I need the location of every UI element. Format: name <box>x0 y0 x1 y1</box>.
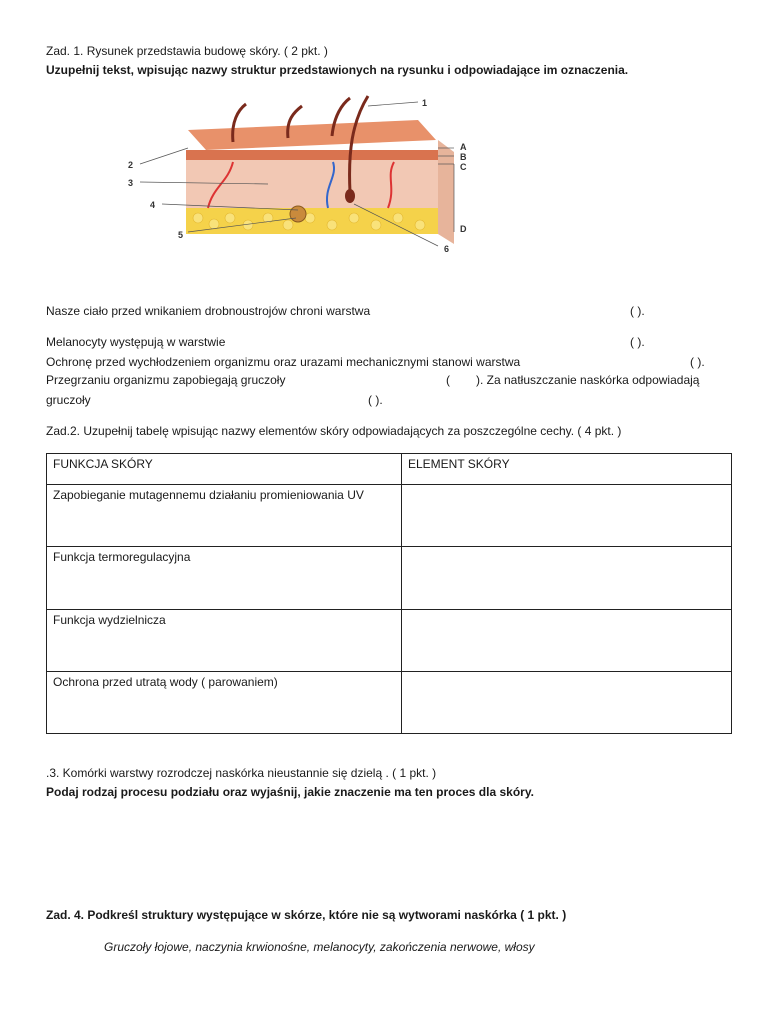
sentence-4b: ). Za natłuszczanie naskórka odpowiadają <box>476 373 700 387</box>
task3-title: .3. Komórki warstwy rozrodczej naskórka nieustannie się dzielą . ( 1 pkt. ) <box>46 766 437 780</box>
task2-title: Zad.2. Uzupełnij tabelę wpisując nazwy elementów skóry odpowiadających za poszczególne cechy. ( 4 pkt. ) <box>46 424 622 438</box>
blank-4-open[interactable]: ( <box>446 373 450 387</box>
header-element: ELEMENT SKÓRY <box>402 454 732 485</box>
answer-cell[interactable] <box>402 547 732 610</box>
row-function: Funkcja termoregulacyjna <box>47 547 402 610</box>
sentence-5: gruczoły <box>46 393 91 407</box>
task4-title: Zad. 4. Podkreśl struktury występujące w skórze, które nie są wytworami naskórka ( 1 pkt. ) <box>46 908 567 922</box>
header-function: FUNKCJA SKÓRY <box>47 454 402 485</box>
hair-follicle <box>345 189 355 203</box>
answer-cell[interactable] <box>402 485 732 547</box>
skin-structure-figure <box>118 92 478 262</box>
label-C: C <box>460 162 467 172</box>
blank-5[interactable]: ( ). <box>368 393 383 407</box>
table-header-row <box>47 454 732 485</box>
label-A: A <box>460 142 467 152</box>
row-function: Funkcja wydzielnicza <box>47 610 402 672</box>
answer-cell[interactable] <box>402 672 732 734</box>
skin-surface <box>188 120 436 150</box>
blank-3[interactable]: ( ). <box>690 355 705 369</box>
table-row <box>47 610 732 672</box>
row-function: Zapobieganie mutagennemu działaniu promieniowania UV <box>47 485 402 547</box>
epidermis-layer <box>186 150 438 160</box>
table-row <box>47 485 732 547</box>
task3-instruction: Podaj rodzaj procesu podziału oraz wyjaśnij, jakie znaczenie ma ten proces dla skóry. <box>46 785 534 799</box>
sentence-4a: Przegrzaniu organizmu zapobiegają gruczoły <box>46 373 286 387</box>
task1-instruction: Uzupełnij tekst, wpisując nazwy struktur przedstawionych na rysunku i odpowiadające im oznaczenia. <box>46 63 629 77</box>
blank-1[interactable]: ( ). <box>630 304 645 318</box>
sentence-3: Ochronę przed wychłodzeniem organizmu oraz urazami mechanicznymi stanowi warstwa <box>46 355 521 369</box>
label-4: 4 <box>150 200 156 210</box>
label-2: 2 <box>128 160 134 170</box>
table-row <box>47 547 732 610</box>
skin-function-table <box>46 453 732 734</box>
side-face <box>438 140 454 244</box>
table-row <box>47 672 732 734</box>
dermis-layer <box>186 160 438 208</box>
label-B: B <box>460 152 467 162</box>
label-3: 3 <box>128 178 134 188</box>
row-function: Ochrona przed utratą wody ( parowaniem) <box>47 672 402 734</box>
sweat-gland <box>290 206 306 222</box>
sentence-1: Nasze ciało przed wnikaniem drobnoustrojów chroni warstwa <box>46 304 371 318</box>
label-D: D <box>460 224 467 234</box>
label-6: 6 <box>444 244 450 254</box>
label-1: 1 <box>422 98 428 108</box>
task4-options[interactable]: Gruczoły łojowe, naczynia krwionośne, melanocyty, zakończenia nerwowe, włosy <box>104 940 535 954</box>
answer-cell[interactable] <box>402 610 732 672</box>
task1-title: Zad. 1. Rysunek przedstawia budowę skóry. ( 2 pkt. ) <box>46 44 328 58</box>
sentence-2: Melanocyty występują w warstwie <box>46 335 226 349</box>
blank-2[interactable]: ( ). <box>630 335 645 349</box>
label-5: 5 <box>178 230 184 240</box>
